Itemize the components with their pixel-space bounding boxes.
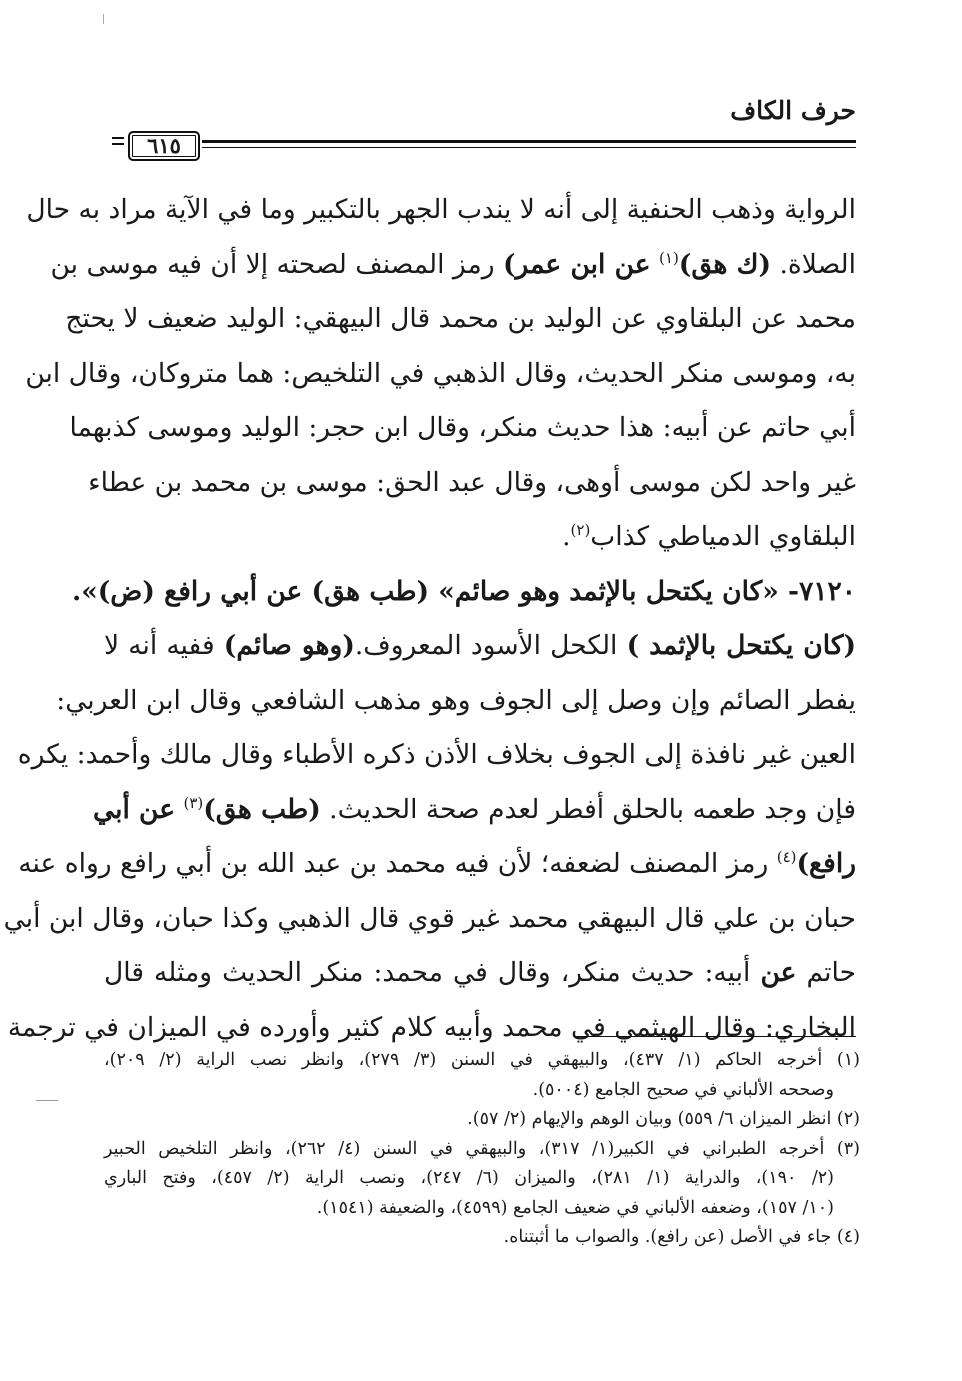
footnote-line: (١٠/ ١٥٧)، وضعفه الألباني في ضعيف الجامع (٤٥٩٩)، والضعيفة (١٥٤١).	[316, 1197, 834, 1218]
chapter-title: حرف الكاف	[730, 96, 856, 125]
footnote-line: (٢) انظر الميزان ٦/ ٥٥٩) وبيان الوهم والإيهام (٢/ ٥٧).	[467, 1109, 860, 1129]
bold-text: ٧١٢٠- «كان يكتحل بالإثمد وهو صائم» (طب هق) عن أبي رافع (ض)».	[71, 575, 856, 607]
bold-text: (طب هق)	[203, 793, 321, 825]
text-span: العين غير نافذة إلى الجوف بخلاف الأذن ذكره الأطباء وقال مالك وأحمد: يكره	[17, 739, 856, 770]
page-number: ٦١٥	[128, 131, 200, 161]
footnote-line: (١) أخرجه الحاكم (١/ ٤٣٧)، والبيهقي في السنن (٣/ ٢٧٩)، وانظر نصب الراية (٢/ ٢٠٩)،	[104, 1050, 860, 1070]
text-span: به، وموسى منكر الحديث، وقال الذهبي في التلخيص: هما متروكان، وقال ابن	[25, 357, 856, 389]
text-line	[25, 347, 856, 402]
footnote-line: (٤) جاء في الأصل (عن رافع). والصواب ما أثبتناه.	[503, 1227, 860, 1247]
footnote-ref: (١)	[659, 248, 679, 267]
bold-text: عن أبي	[92, 793, 176, 825]
footnote-ref: (٤)	[776, 848, 797, 867]
footnotes	[104, 1046, 860, 1253]
text-line	[104, 946, 856, 1001]
footnote-ref: (٣)	[183, 793, 204, 812]
text-span: حاتم	[796, 957, 856, 988]
text-line	[50, 238, 856, 293]
footnote-line: وصححه الألباني في صحيح الجامع (٥٠٠٤).	[532, 1079, 834, 1100]
text-line	[18, 837, 856, 892]
text-line	[71, 565, 856, 620]
bold-text: (كان يكتحل بالإثمد )	[626, 630, 856, 661]
text-span: فإن وجد طعمه بالحلق أفطر لعدم صحة الحديث.	[320, 793, 856, 825]
footnote-line: (٢/ ١٩٠)، والدراية (١/ ٢٨١)، والميزان (٦/ ٢٤٧)، ونصب الراية (٢/ ٤٥٧)، وفتح الباري	[104, 1168, 834, 1188]
text-line	[104, 510, 856, 565]
text-line	[88, 456, 856, 511]
bold-text: (ك هق)	[678, 248, 772, 280]
footnote-separator	[575, 1036, 856, 1037]
scan-mark-top	[103, 14, 105, 24]
text-span: محمد عن البلقاوي عن الوليد بن محمد قال البيهقي: الوليد ضعيف لا يحتج	[65, 303, 856, 334]
header-double-rule	[202, 140, 856, 148]
text-span: البخاري: وقال الهيثمي في محمد وأبيه كلام كثير وأورده في الميزان في ترجمة	[7, 1011, 856, 1043]
text-span: رمز المصنف لصحته إلا أن فيه موسى بن	[50, 248, 503, 280]
bold-text: عن	[760, 957, 797, 988]
bold-text: (وهو صائم)	[223, 630, 355, 661]
text-line	[26, 183, 856, 238]
text-span: الكحل الأسود المعروف.	[354, 630, 627, 661]
text-span: يفطر الصائم وإن وصل إلى الجوف وهو مذهب الشافعي وقال ابن العربي:	[56, 684, 856, 716]
main-text	[3, 183, 856, 1055]
text-line	[17, 728, 856, 783]
footnote-line: (٣) أخرجه الطبراني في الكبير(١/ ٣١٧)، والبيهقي في السنن (٤/ ٢٦٢)، وانظر التلخيص الحبير	[104, 1138, 860, 1159]
bold-text: عن ابن عمر)	[502, 248, 651, 280]
rule-end-mark	[112, 137, 124, 145]
scan-mark-left	[36, 1100, 58, 1101]
text-line	[92, 783, 856, 838]
text-line	[56, 674, 856, 729]
text-line	[65, 292, 856, 347]
text-span: ففيه أنه لا	[104, 630, 224, 661]
bold-text: رافع)	[796, 848, 856, 879]
text-span: البلقاوي الدمياطي كذاب	[590, 521, 856, 552]
text-span: .	[562, 521, 571, 552]
text-line	[69, 401, 856, 456]
text-line	[104, 619, 856, 674]
text-span: أبي حاتم عن أبيه: هذا حديث منكر، وقال ابن حجر: الوليد وموسى كذبهما	[69, 412, 856, 443]
text-span: الرواية وذهب الحنفية إلى أنه لا يندب الجهر بالتكبير وما في الآية مراد به حال	[26, 194, 856, 225]
text-line	[3, 892, 856, 947]
footnote-ref: (٢)	[570, 521, 591, 540]
header-rule	[112, 127, 856, 157]
text-span: حبان بن علي قال البيهقي محمد غير قوي قال الذهبي وكذا حبان، وقال ابن أبي	[3, 902, 856, 934]
text-span: أبيه: حديث منكر، وقال في محمد: منكر الحديث ومثله قال	[104, 957, 761, 988]
text-span: غير واحد لكن موسى أوهى، وقال عبد الحق: موسى بن محمد بن عطاء	[88, 466, 856, 498]
text-span: الصلاة.	[771, 248, 856, 280]
text-span	[651, 249, 659, 280]
text-span: رمز المصنف لضعفه؛ لأن فيه محمد بن عبد الله بن أبي رافع رواه عنه	[18, 848, 777, 879]
